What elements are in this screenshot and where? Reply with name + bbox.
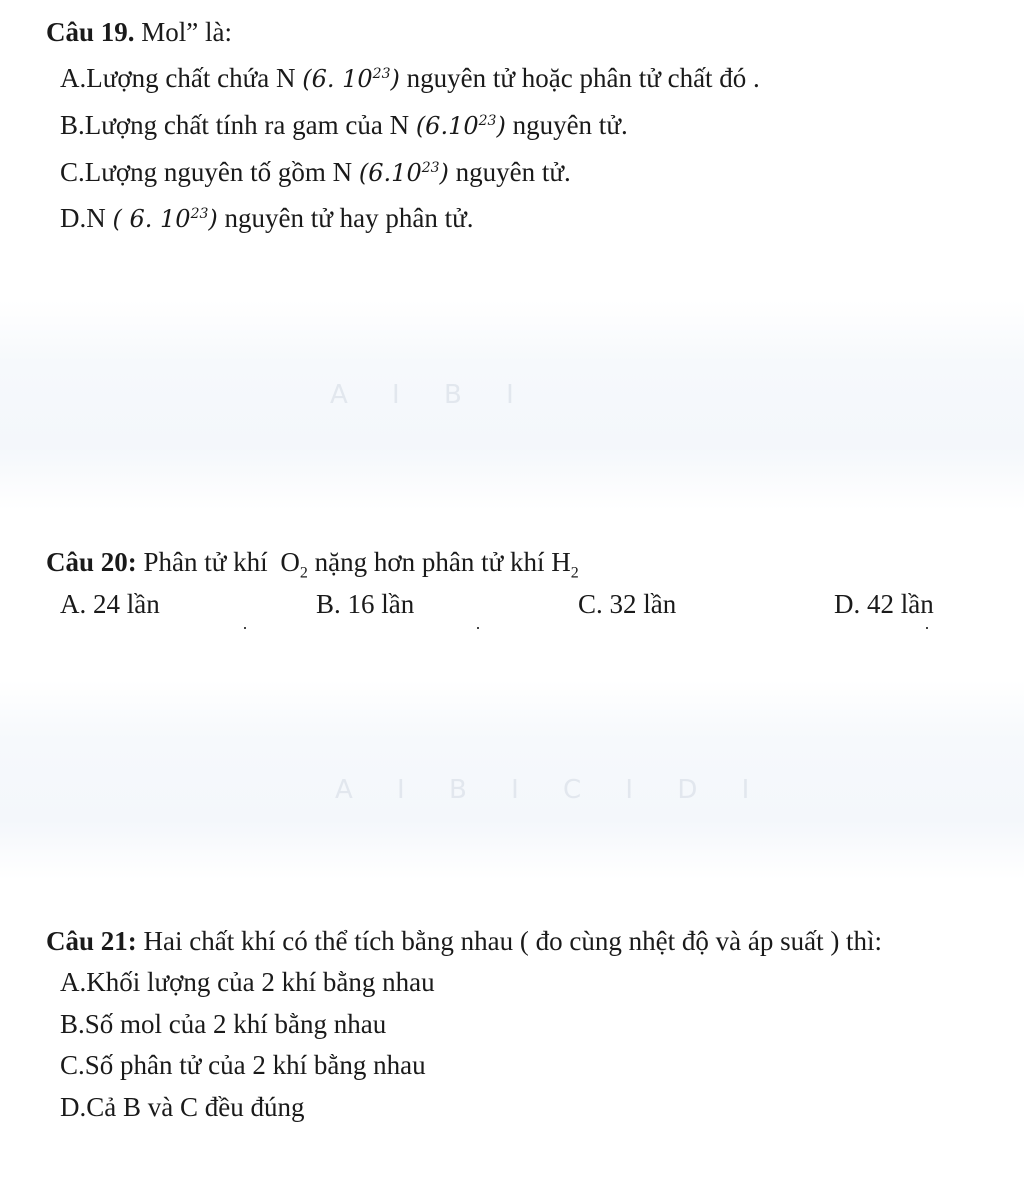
q19-b-post: nguyên tử. xyxy=(512,110,628,140)
q20-o-sub: 2 xyxy=(299,564,308,582)
q20-option-b: B. 16 lần xyxy=(316,589,415,619)
scan-dot-1 xyxy=(244,627,246,629)
q19-option-d xyxy=(60,202,474,235)
q19-d-math: ( 6. 10 xyxy=(112,205,191,233)
q19-option-a xyxy=(60,62,760,95)
q19-d-pre: D.N xyxy=(60,203,106,233)
q20-o: O xyxy=(280,547,300,577)
q19-d-exp: 23 xyxy=(190,206,209,222)
q19-a-exp: 23 xyxy=(372,66,391,82)
q20-text-mid: nặng hơn phân tử khí xyxy=(314,547,545,577)
q20-h-sub: 2 xyxy=(570,564,579,582)
q19-title xyxy=(46,16,232,48)
q21-number: Câu 21: xyxy=(46,926,137,956)
q20-option-d: D. 42 lần xyxy=(834,589,934,619)
q21-text: Hai chất khí có thể tích bằng nhau ( đo cùng nhệt độ và áp suất ) thì: xyxy=(143,926,883,956)
q19-a-close: ) xyxy=(390,65,400,93)
q19-a-pre: A.Lượng chất chứa N xyxy=(60,63,296,93)
q19-a-post: nguyên tử hoặc phân tử chất đó . xyxy=(406,63,760,93)
q19-text: Mol” là: xyxy=(141,17,232,47)
q20-text-pre: Phân tử khí xyxy=(143,547,268,577)
q19-c-exp: 23 xyxy=(421,160,440,176)
scan-dot-2 xyxy=(477,627,479,629)
q19-c-pre: C.Lượng nguyên tố gồm N xyxy=(60,157,353,187)
q19-b-math: (6.10 xyxy=(415,112,479,140)
ghost-text-2: A I B I C I D I xyxy=(335,775,768,805)
q19-option-b xyxy=(60,109,628,142)
q20-number: Câu 20: xyxy=(46,547,137,577)
q21-option-a: A.Khối lượng của 2 khí bằng nhau xyxy=(60,967,435,997)
q19-option-c xyxy=(60,156,571,189)
q19-d-post: nguyên tử hay phân tử. xyxy=(224,203,474,233)
q20-option-a: A. 24 lần xyxy=(60,589,160,619)
faint-band-2 xyxy=(0,680,1024,880)
q21-option-d: D.Cả B và C đều đúng xyxy=(60,1092,305,1122)
q19-b-pre: B.Lượng chất tính ra gam của N xyxy=(60,110,410,140)
q19-a-math: (6. 10 xyxy=(302,65,373,93)
q20-title xyxy=(46,546,579,582)
q19-b-close: ) xyxy=(496,112,506,140)
q19-c-close: ) xyxy=(439,159,449,187)
q19-d-close: ) xyxy=(208,205,218,233)
q19-c-math: (6.10 xyxy=(358,159,422,187)
faint-band-1 xyxy=(0,300,1024,510)
q20-option-c: C. 32 lần xyxy=(578,589,677,619)
q21-title xyxy=(46,925,882,957)
q21-option-c: C.Số phân tử của 2 khí bằng nhau xyxy=(60,1050,426,1080)
ghost-text-1: A I B I xyxy=(330,380,532,410)
q19-b-exp: 23 xyxy=(478,113,497,129)
q21-option-b: B.Số mol của 2 khí bằng nhau xyxy=(60,1009,387,1039)
q20-h: H xyxy=(551,547,571,577)
q19-c-post: nguyên tử. xyxy=(455,157,571,187)
q19-number: Câu 19. xyxy=(46,17,135,47)
scan-dot-3 xyxy=(926,627,928,629)
